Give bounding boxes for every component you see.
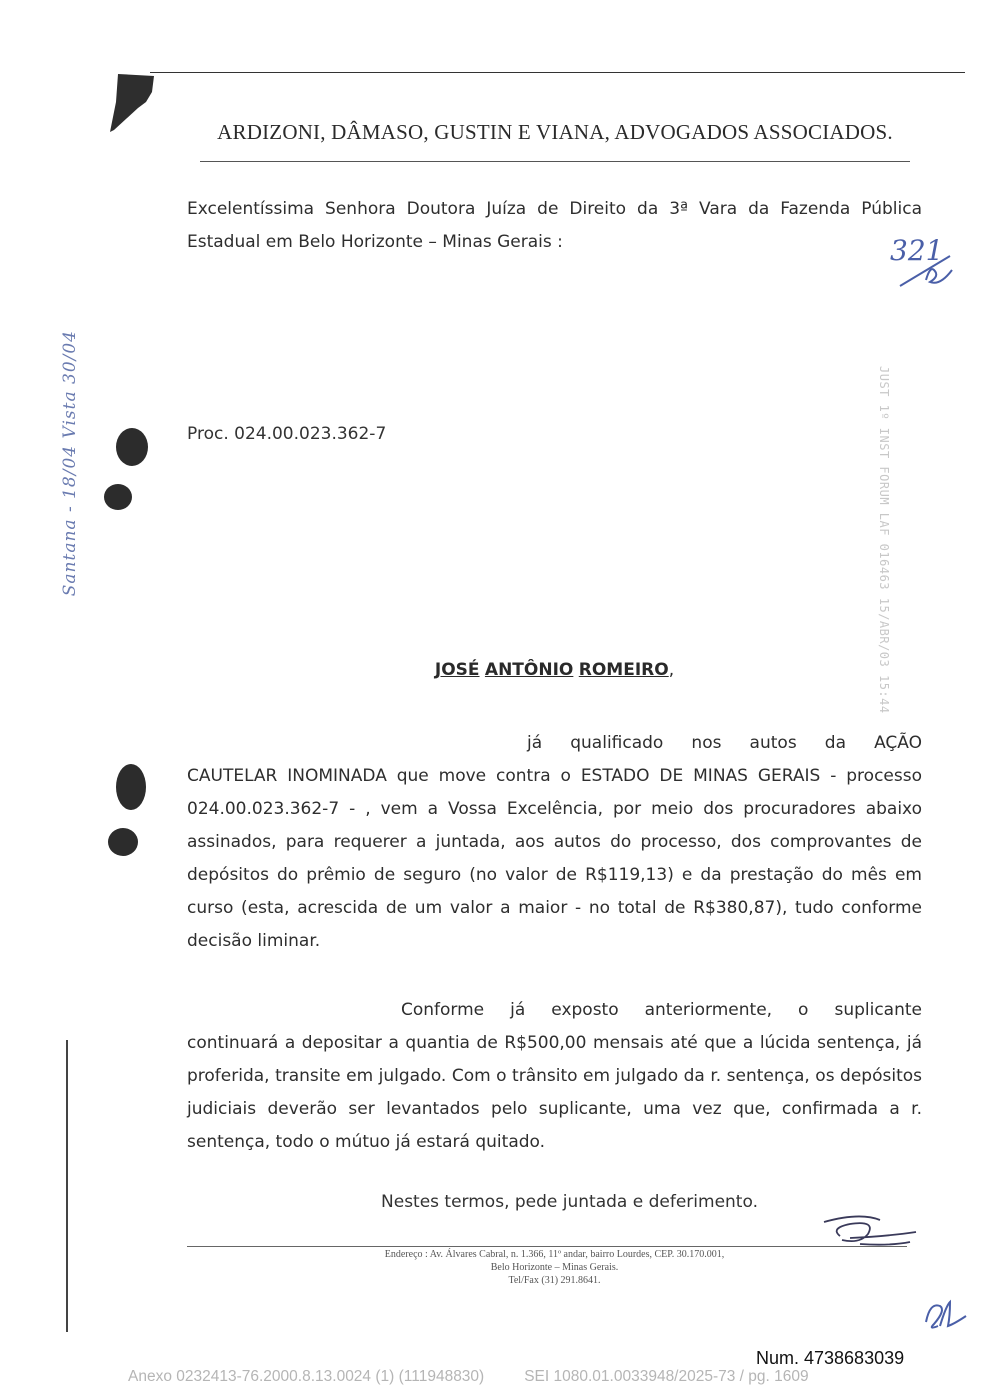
body-paragraph-1-first-line: já qualificado nos autos da AÇÃO <box>527 733 922 753</box>
body-paragraph-1-text: CAUTELAR INOMINADA que move contra o ESTADO DE MINAS GERAIS - processo 024.00.023.362-7 - , vem a Vossa Excelência, por meio dos procuradores abaixo assinados, para requerer a juntada, aos autos do processo, dos comprovantes de depósitos do prêmio de seguro (no valor de R$119,13) e da prestação do mês em curso (esta, acrescida de um valor a maior - no total de R$380,87), tudo conforme decisão liminar. <box>187 766 922 951</box>
top-border-line <box>150 72 965 73</box>
left-border-line <box>66 1040 68 1332</box>
process-number: Proc. 024.00.023.362-7 <box>187 424 387 444</box>
svg-text:321: 321 <box>890 234 944 267</box>
annex-right-text: SEI 1080.01.0033948/2025-73 / pg. 1609 <box>524 1368 809 1385</box>
salutation: Excelentíssima Senhora Doutora Juíza de Direito da 3ª Vara da Fazenda Pública Estadual em Belo Horizonte – Minas Gerais : <box>187 199 922 252</box>
margin-handwritten-note: Santana - 18/04 Vista 30/04 <box>60 330 80 597</box>
signature <box>820 1210 920 1250</box>
body-paragraph-2 <box>187 994 922 1159</box>
letterhead-underline <box>200 161 910 162</box>
annex-left-text: Anexo 0232413-76.2000.8.13.0024 (1) (111948830) <box>128 1368 485 1385</box>
party-last-name: ROMEIRO <box>578 660 669 680</box>
document-number: Num. 4738683039 <box>756 1348 905 1368</box>
body-paragraph-2-first-line: Conforme já exposto anteriormente, o suplicante <box>401 1000 922 1020</box>
punch-hole <box>108 828 138 856</box>
handwritten-page-number <box>886 226 966 296</box>
party-name <box>187 660 922 680</box>
body-paragraph-1 <box>187 727 922 958</box>
closing-line: Nestes termos, pede juntada e deferimento. <box>381 1192 758 1212</box>
footer-city-line: Belo Horizonte – Minas Gerais. <box>490 1262 619 1273</box>
court-receipt-stamp: JUST 1º INST FORUM LAF 016463 15/ABR/03 15:44 <box>877 366 891 714</box>
footer-address-line: Endereço : Av. Álvares Cabral, n. 1.366, 11º andar, bairro Lourdes, CEP. 30.170.001, <box>384 1249 725 1260</box>
handwritten-initial <box>920 1296 968 1336</box>
footer-rule <box>187 1246 907 1247</box>
punch-hole <box>116 764 146 810</box>
body-paragraph-2-text: continuará a depositar a quantia de R$500,00 mensais até que a lúcida sentença, já proferida, transite em julgado. Com o trânsito em julgado da r. sentença, os depósitos judiciais deverão ser levantados pelo suplicante, uma vez que, confirmada a r. sentença, todo o mútuo já estará quitado. <box>187 1033 922 1152</box>
letterhead: ARDIZONI, DÂMASO, GUSTIN E VIANA, ADVOGADOS ASSOCIADOS. <box>217 120 893 144</box>
torn-corner-mark <box>108 72 156 134</box>
footer-phone-line: Tel/Fax (31) 291.8641. <box>508 1275 601 1286</box>
punch-hole <box>104 484 132 510</box>
footer-address <box>187 1248 922 1287</box>
party-first-name: JOSÉ <box>434 660 480 680</box>
annex-reference <box>128 1368 888 1386</box>
party-middle-name: ANTÔNIO <box>484 660 574 680</box>
party-name-comma: , <box>668 660 675 680</box>
punch-hole <box>116 428 148 466</box>
